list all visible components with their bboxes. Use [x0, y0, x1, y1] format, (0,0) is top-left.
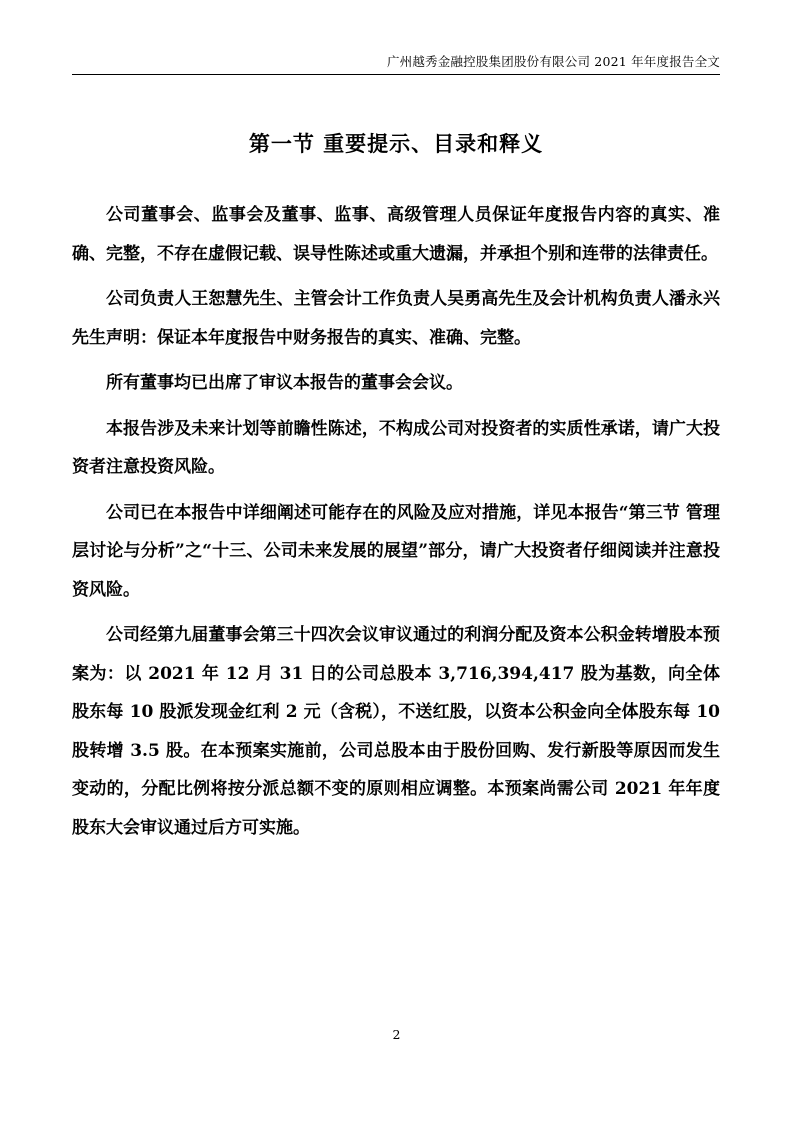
document-body [72, 196, 720, 854]
section-title: 第一节 重要提示、目录和释义 [248, 131, 544, 156]
running-header: 广州越秀金融控股集团股份有限公司 2021 年年度报告全文 [72, 54, 720, 75]
paragraph-forward-looking-statement: 本报告涉及未来计划等前瞻性陈述，不构成公司对投资者的实质性承诺，请广大投资者注意投资风险。 [72, 418, 720, 477]
paragraph-officer-declaration: 公司负责人王恕慧先生、主管会计工作负责人吴勇高先生及会计机构负责人潘永兴先生声明：保证本年度报告中财务报告的真实、准确、完整。 [72, 289, 720, 348]
page-number: 2 [392, 1027, 401, 1042]
paragraph-board-attendance: 所有董事均已出席了审议本报告的董事会会议。 [106, 373, 463, 393]
paragraph-responsibility-statement: 公司董事会、监事会及董事、监事、高级管理人员保证年度报告内容的真实、准确、完整，不存在虚假记载、误导性陈述或重大遗漏，并承担个别和连带的法律责任。 [72, 205, 720, 264]
paragraph-profit-distribution: 公司经第九届董事会第三十四次会议审议通过的利润分配及资本公积金转增股本预案为：以 2021 年 12 月 31 日的公司总股本 3,716,394,417 股为基数，向全体股东每 10 股派发现金红利 2 元（含税），不送红股，以资本公积金向全体股东每 10 股转增 3.5 股。在本预案实施前，公司总股本由于股份回购、发行新股等原因而发生变动的，分配比例将按分派总额不变的原则相应调整。本预案尚需公司 2021 年年度股东大会审议通过后方可实施。 [72, 625, 720, 838]
paragraph-risk-disclosure: 公司已在本报告中详细阐述可能存在的风险及应对措施，详见本报告“第三节 管理层讨论与分析”之“十三、公司未来发展的展望”部分，请广大投资者仔细阅读并注意投资风险。 [72, 502, 720, 600]
